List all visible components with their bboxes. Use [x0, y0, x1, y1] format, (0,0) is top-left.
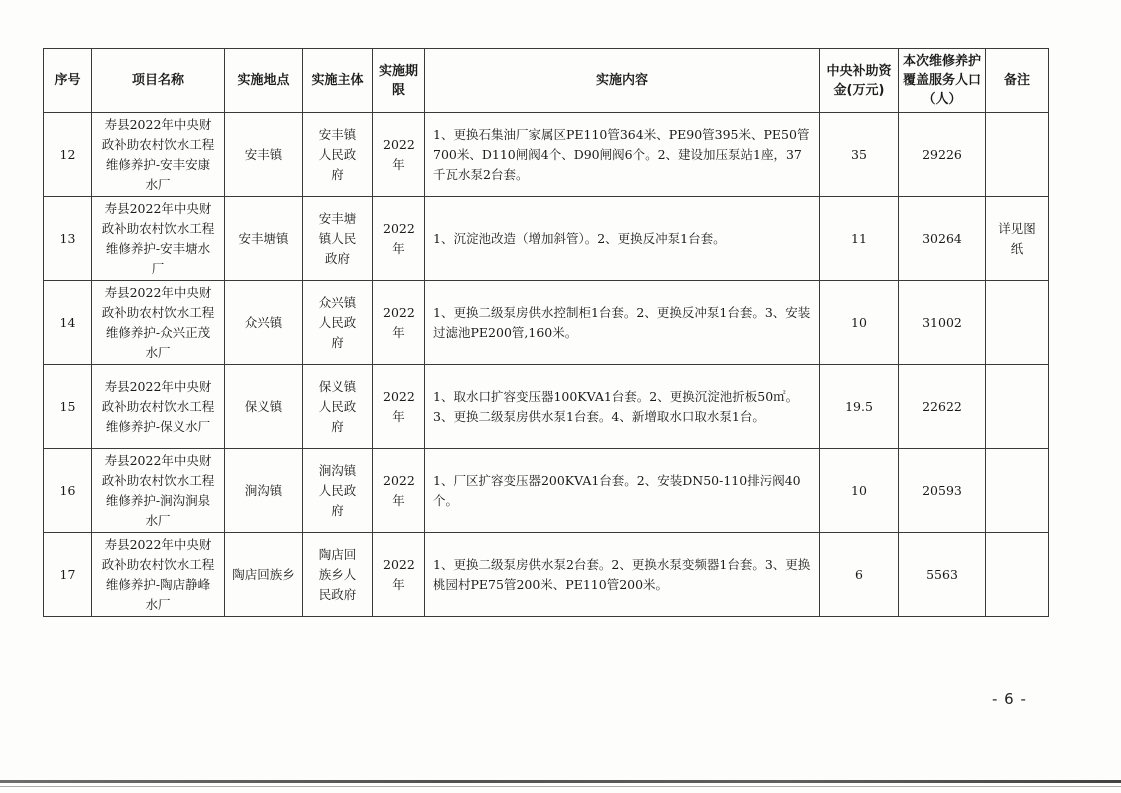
cell-location: 安丰镇 — [225, 113, 303, 197]
cell-funding: 11 — [820, 197, 899, 281]
header-project-name: 项目名称 — [92, 49, 225, 113]
table-row — [44, 281, 1049, 365]
header-remarks: 备注 — [986, 49, 1049, 113]
cell-project-name: 寿县2022年中央财政补助农村饮水工程维修养护-保义水厂 — [92, 365, 225, 449]
cell-entity: 保义镇人民政府 — [303, 365, 373, 449]
cell-seq: 13 — [44, 197, 92, 281]
cell-remarks — [986, 533, 1049, 617]
cell-entity: 安丰镇人民政府 — [303, 113, 373, 197]
cell-entity: 安丰塘镇人民政府 — [303, 197, 373, 281]
cell-project-name: 寿县2022年中央财政补助农村饮水工程维修养护-涧沟涧泉水厂 — [92, 449, 225, 533]
cell-content: 1、更换二级泵房供水控制柜1台套。2、更换反冲泵1台套。3、安装过滤池PE200管,160米。 — [425, 281, 820, 365]
cell-remarks — [986, 365, 1049, 449]
cell-period: 2022年 — [373, 449, 425, 533]
header-location: 实施地点 — [225, 49, 303, 113]
header-funding: 中央补助资金(万元) — [820, 49, 899, 113]
table-row — [44, 113, 1049, 197]
cell-period: 2022年 — [373, 533, 425, 617]
cell-remarks — [986, 449, 1049, 533]
cell-period: 2022年 — [373, 197, 425, 281]
cell-funding: 6 — [820, 533, 899, 617]
cell-period: 2022年 — [373, 281, 425, 365]
cell-location: 众兴镇 — [225, 281, 303, 365]
cell-seq: 17 — [44, 533, 92, 617]
table-header-row — [44, 49, 1049, 113]
cell-seq: 15 — [44, 365, 92, 449]
cell-funding: 35 — [820, 113, 899, 197]
cell-location: 安丰塘镇 — [225, 197, 303, 281]
cell-project-name: 寿县2022年中央财政补助农村饮水工程维修养护-众兴正茂水厂 — [92, 281, 225, 365]
cell-location: 保义镇 — [225, 365, 303, 449]
table-row — [44, 533, 1049, 617]
header-population: 本次维修养护覆盖服务人口（人） — [899, 49, 986, 113]
table-row — [44, 365, 1049, 449]
header-content: 实施内容 — [425, 49, 820, 113]
cell-period: 2022年 — [373, 365, 425, 449]
cell-population: 29226 — [899, 113, 986, 197]
scan-edge-line — [0, 780, 1121, 783]
header-period: 实施期限 — [373, 49, 425, 113]
cell-population: 31002 — [899, 281, 986, 365]
scan-edge-line-thin — [0, 786, 1121, 787]
cell-project-name: 寿县2022年中央财政补助农村饮水工程维修养护-安丰塘水厂 — [92, 197, 225, 281]
cell-content: 1、沉淀池改造（增加斜管）。2、更换反冲泵1台套。 — [425, 197, 820, 281]
project-table — [43, 48, 1049, 617]
cell-seq: 16 — [44, 449, 92, 533]
cell-location: 涧沟镇 — [225, 449, 303, 533]
cell-remarks — [986, 113, 1049, 197]
cell-population: 30264 — [899, 197, 986, 281]
cell-project-name: 寿县2022年中央财政补助农村饮水工程维修养护-安丰安康水厂 — [92, 113, 225, 197]
cell-population: 20593 — [899, 449, 986, 533]
cell-period: 2022年 — [373, 113, 425, 197]
table-row — [44, 197, 1049, 281]
cell-entity: 涧沟镇人民政府 — [303, 449, 373, 533]
cell-content: 1、取水口扩容变压器100KVA1台套。2、更换沉淀池折板50㎡。3、更换二级泵房供水泵1台套。4、新增取水口取水泵1台。 — [425, 365, 820, 449]
header-entity: 实施主体 — [303, 49, 373, 113]
cell-content: 1、厂区扩容变压器200KVA1台套。2、安装DN50-110排污阀40个。 — [425, 449, 820, 533]
cell-population: 5563 — [899, 533, 986, 617]
cell-funding: 19.5 — [820, 365, 899, 449]
table-row — [44, 449, 1049, 533]
cell-location: 陶店回族乡 — [225, 533, 303, 617]
cell-seq: 14 — [44, 281, 92, 365]
cell-remarks — [986, 281, 1049, 365]
cell-entity: 陶店回族乡人民政府 — [303, 533, 373, 617]
cell-project-name: 寿县2022年中央财政补助农村饮水工程维修养护-陶店静峰水厂 — [92, 533, 225, 617]
cell-content: 1、更换二级泵房供水泵2台套。2、更换水泵变频器1台套。3、更换桃园村PE75管200米、PE110管200米。 — [425, 533, 820, 617]
cell-funding: 10 — [820, 449, 899, 533]
cell-funding: 10 — [820, 281, 899, 365]
cell-population: 22622 — [899, 365, 986, 449]
cell-seq: 12 — [44, 113, 92, 197]
cell-entity: 众兴镇人民政府 — [303, 281, 373, 365]
cell-content: 1、更换石集油厂家属区PE110管364米、PE90管395米、PE50管700米、D110闸阀4个、D90闸阀6个。2、建设加压泵站1座，37千瓦水泵2台套。 — [425, 113, 820, 197]
cell-remarks: 详见图纸 — [986, 197, 1049, 281]
page-number: - 6 - — [992, 690, 1027, 708]
header-seq: 序号 — [44, 49, 92, 113]
